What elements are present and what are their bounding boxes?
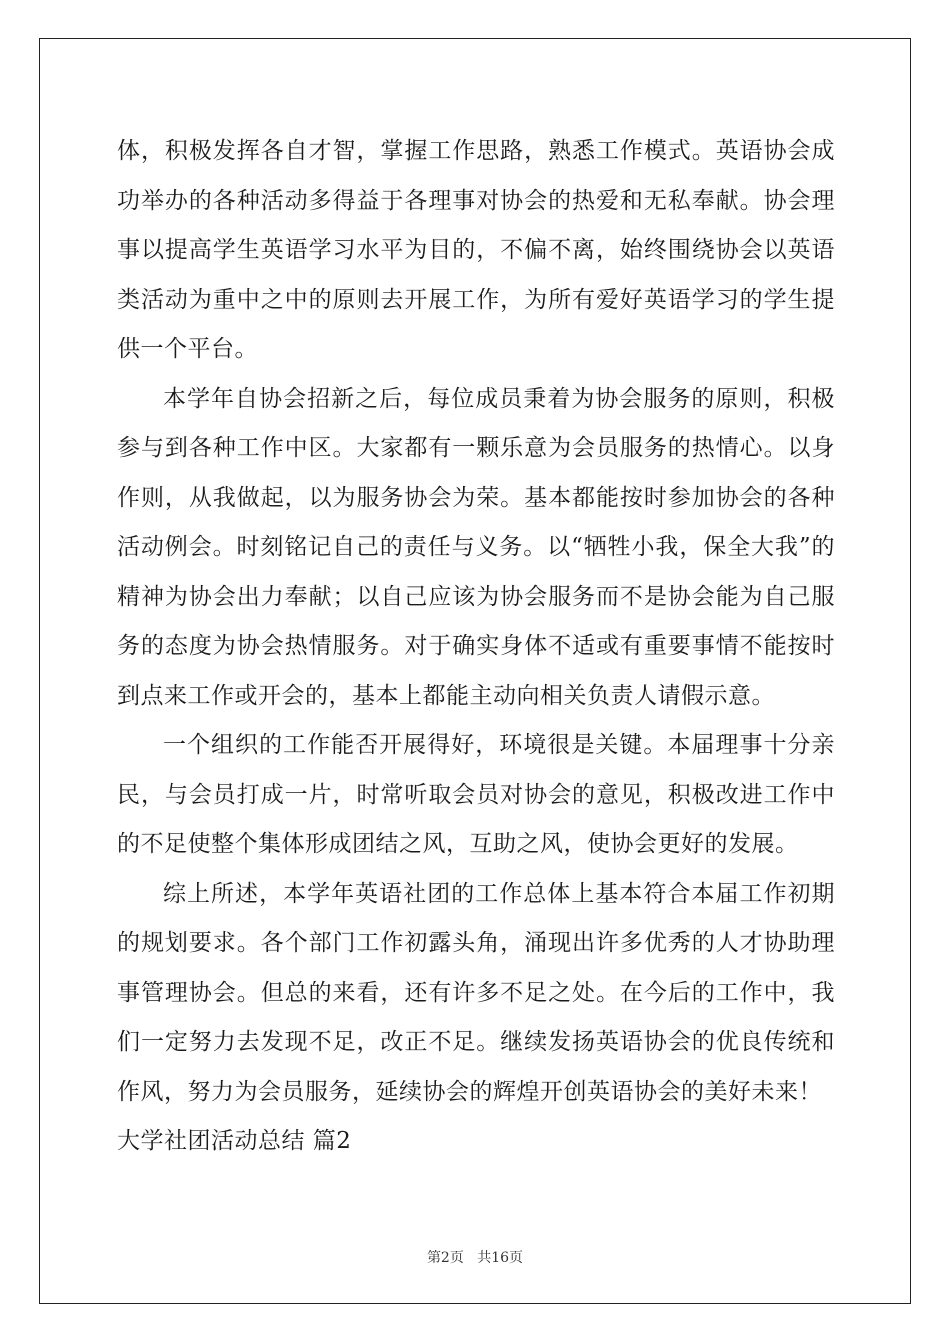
section-heading: 大学社团活动总结 篇2 (117, 1128, 352, 1154)
document-body (117, 127, 835, 1167)
paragraph-environment: 一个组织的工作能否开展得好，环境很是关键。本届理事十分亲民，与会员打成一片，时常听取会员对协会的意见，积极改进工作中的不足使整个集体形成团结之风，互助之风，使协会更好的发展。 (117, 732, 835, 857)
page-total: 共16页 (477, 1250, 524, 1266)
paragraph-member-service: 本学年自协会招新之后，每位成员秉着为协会服务的原则，积极参与到各种工作中区。大家都有一颗乐意为会员服务的热情心。以身作则，从我做起，以为服务协会为荣。基本都能按时参加协会的各种活动例会。时刻铭记自己的责任与义务。以“牺牲小我，保全大我”的精神为协会出力奉献；以自己应该为协会服务而不是协会能为自己服务的态度为协会热情服务。对于确实身体不适或有重要事情不能按时到点来工作或开会的，基本上都能主动向相关负责人请假示意。 (117, 385, 835, 709)
page-number: 第2页 (426, 1250, 464, 1266)
paragraph-summary: 综上所述，本学年英语社团的工作总体上基本符合本届工作初期的规划要求。各个部门工作初露头角，涌现出许多优秀的人才协助理事管理协会。但总的来看，还有许多不足之处。在今后的工作中，我们一定努力去发现不足，改正不足。继续发扬英语协会的优良传统和作风，努力为会员服务，延续协会的辉煌开创英语协会的美好未来！ (117, 880, 835, 1105)
page-footer (0, 1247, 950, 1267)
paragraph-continuation: 体，积极发挥各自才智，掌握工作思路，熟悉工作模式。英语协会成功举办的各种活动多得益于各理事对协会的热爱和无私奉献。协会理事以提高学生英语学习水平为目的，不偏不离，始终围绕协会以英语类活动为重中之中的原则去开展工作，为所有爱好英语学习的学生提供一个平台。 (117, 138, 835, 362)
